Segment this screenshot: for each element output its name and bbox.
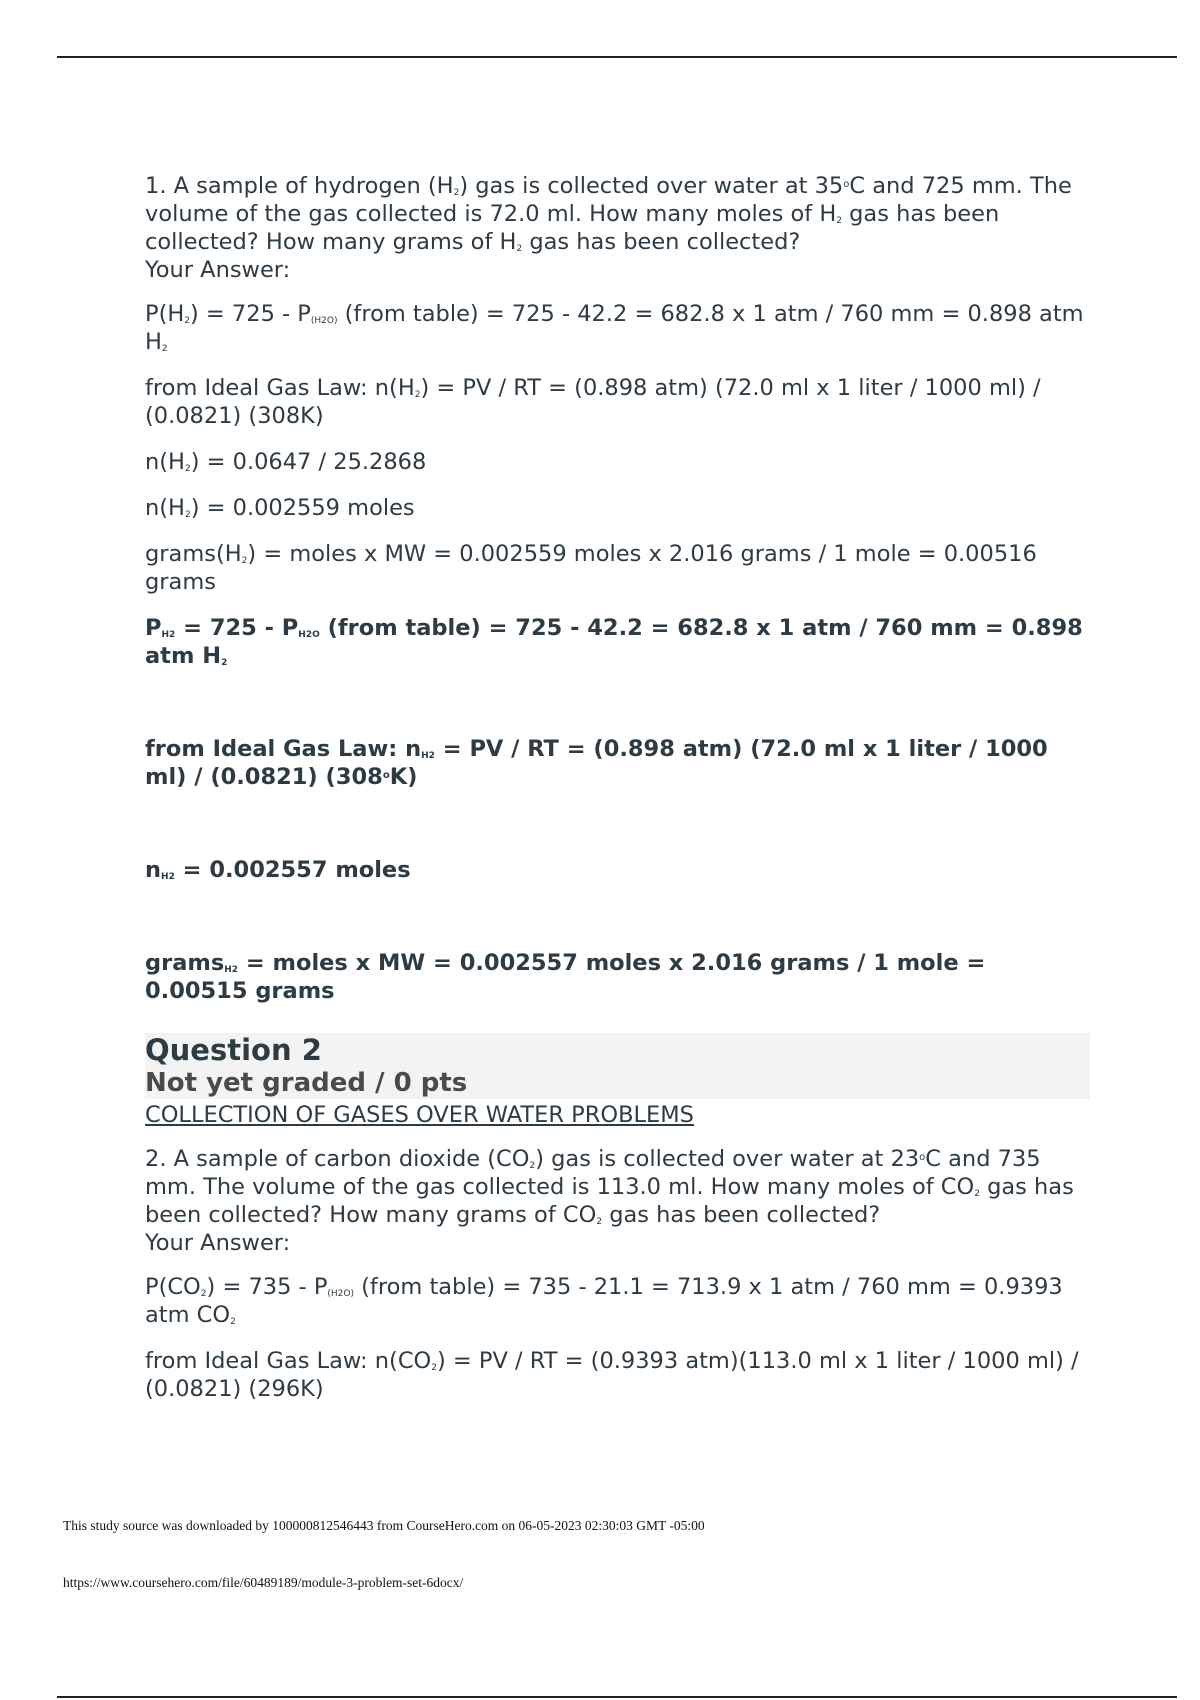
answer-1-moles-result: $n(H_2) = 0.002559$ moles xyxy=(145,495,415,521)
answer-1-grams: $grams(H_2)$ = moles x MW = 0.002559 moles x 2.016 grams / 1 mole = 0.00516 grams xyxy=(145,541,1037,595)
key-1-ideal-gas-law: from Ideal Gas Law: $n_{H2}$ = PV / RT = (0.898 atm) (72.0 ml x 1 liter / 1000 ml) / (0.0821) (308$^o$K) xyxy=(145,736,1048,790)
answer-1-moles-step: $n(H_2) = 0.0647 / 25.2868$ xyxy=(145,449,427,475)
question-2-title: Question 2 xyxy=(145,1033,322,1067)
question-1-text: 1. A sample of hydrogen $(H_2)$ gas is collected over water at 35$^o$C and 725 mm. The volume of the gas collected is 72.0 ml. How many moles of $H_2$ gas has been collected? How many grams of $H_2$ gas has been collected? xyxy=(145,173,1072,255)
source-url: https://www.coursehero.com/file/60489189/module-3-problem-set-6docx/ xyxy=(63,1575,464,1590)
key-1-pressure: $P_{H2} = 725 - P_{H2O}$ (from table) = 725 - 42.2 = 682.8 x 1 atm / 760 mm = 0.898 atm $H_2$ xyxy=(145,615,1083,669)
answer-2-pressure: $P(CO_2) = 735 - P_{(H2O)}$ (from table) = 735 - 21.1 = 713.9 x 1 atm / 760 mm = 0.9393 atm $CO_2$ xyxy=(145,1274,1063,1328)
question-2-topic: COLLECTION OF GASES OVER WATER PROBLEMS xyxy=(145,1102,694,1128)
question-2-text: 2. A sample of carbon dioxide $(CO_2)$ gas is collected over water at 23$^o$C and 735 mm. The volume of the gas collected is 113.0 ml. How many moles of $CO_2$ gas has been collected? How many grams of $CO_2$ gas has been collected? xyxy=(145,1146,1074,1228)
answer-2-ideal-gas-law: from Ideal Gas Law: $n(CO_2)$ = PV / RT = (0.9393 atm)(113.0 ml x 1 liter / 1000 ml) / (0.0821) (296K) xyxy=(145,1348,1079,1402)
question-2-grade: Not yet graded / 0 pts xyxy=(145,1068,468,1098)
your-answer-label-1: Your Answer: xyxy=(145,257,291,283)
your-answer-label-2: Your Answer: xyxy=(145,1230,291,1256)
top-rule xyxy=(57,56,1177,58)
answer-1-ideal-gas-law: from Ideal Gas Law: $n(H_2)$ = PV / RT = (0.898 atm) (72.0 ml x 1 liter / 1000 ml) / (0.0821) (308K) xyxy=(145,375,1041,429)
key-1-moles: $n_{H2} = 0.002557$ moles xyxy=(145,857,411,883)
answer-1-pressure: $P(H_2) = 725 - P_{(H2O)}$ (from table) = 725 - 42.2 = 682.8 x 1 atm / 760 mm = 0.898 atm $H_2$ xyxy=(145,301,1084,355)
question-2-header xyxy=(145,1033,1090,1099)
key-1-grams: grams$_{H2}$ = moles x MW = 0.002557 moles x 2.016 grams / 1 mole = 0.00515 grams xyxy=(145,950,986,1004)
download-source-note: This study source was downloaded by 100000812546443 from CourseHero.com on 06-05-2023 02:30:03 GMT -05:00 xyxy=(63,1518,705,1533)
bottom-rule xyxy=(57,1696,1177,1698)
document-content xyxy=(145,172,1090,1421)
